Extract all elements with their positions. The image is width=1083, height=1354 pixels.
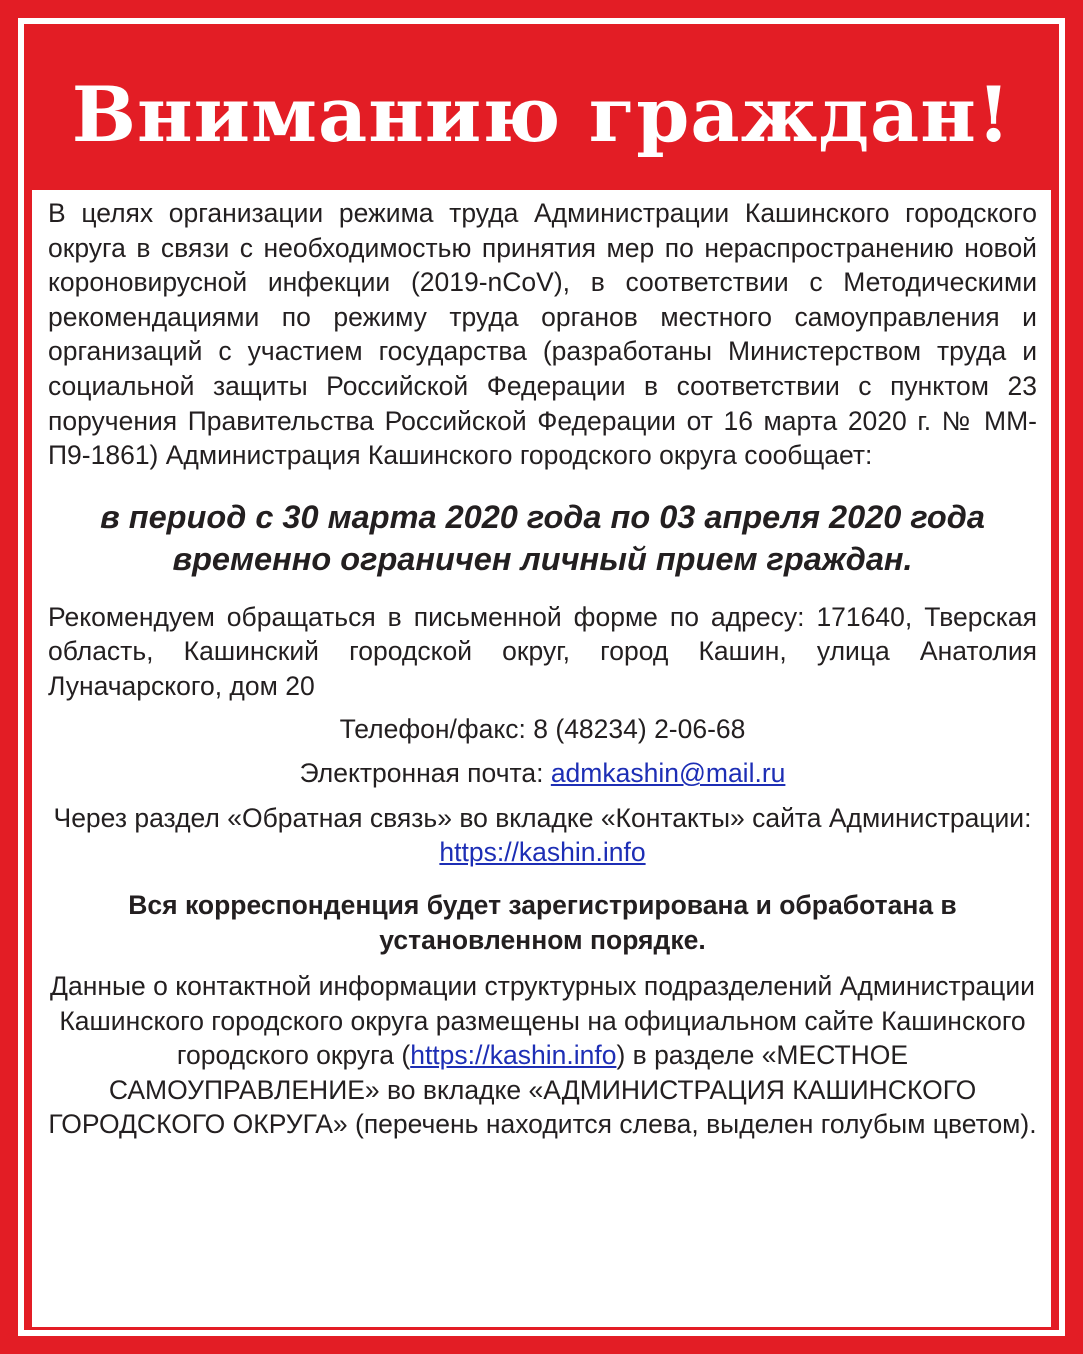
banner-title: Вниманию граждан!: [71, 69, 1012, 159]
notice-body: [32, 190, 1051, 1327]
feedback-text: Через раздел «Обратная связь» во вкладке «Контакты» сайта Администрации:: [53, 802, 1032, 833]
restriction-notice: в период с 30 марта 2020 года по 03 апреля 2020 года временно ограничен личный прием граждан.: [100, 498, 985, 577]
site-link-inline[interactable]: https://kashin.info: [410, 1040, 617, 1071]
address-paragraph: Рекомендуем обращаться в письменной форме по адресу: 171640, Тверская область, Кашинский городской округ, город Кашин, улица Анатолия Луначарского, дом 20: [48, 601, 1037, 701]
feedback-line: [48, 801, 1037, 870]
title-banner: [32, 40, 1051, 188]
email-label: Электронная почта:: [299, 758, 551, 789]
contact-info-paragraph: [48, 969, 1037, 1142]
intro-paragraph: В целях организации режима труда Администрации Кашинского городского округа в связи с необходимостью принятия мер по нераспространению новой короновирусной инфекции (2019-nCoV), в соответствии с Методическими рекомендациями по режиму труда органов местного самоуправления и организаций с участием государства (разработаны Министерством труда и социальной защиты Российской Федерации в соответствии с пунктом 23 поручения Правительства Российской Федерации от 16 марта 2020 г. № ММ-П9-1861) Администрация Кашинского городского округа сообщает:: [48, 198, 1037, 471]
contact-info-text-after: ) в разделе «МЕСТНОЕ САМОУПРАВЛЕНИЕ» во вкладке «АДМИНИСТРАЦИЯ КАШИНСКОГО ГОРОДСКОГО ОКРУГА» (перечень находится слева, выделен голубым цветом).: [48, 1040, 1037, 1140]
phone-fax-line: Телефон/факс: 8 (48234) 2-06-68: [339, 713, 746, 744]
email-link[interactable]: admkashin@mail.ru: [550, 758, 786, 789]
email-line: [48, 756, 1037, 791]
correspondence-statement: Вся корреспонденция будет зарегистрирована и обработана в установленном порядке.: [128, 889, 957, 955]
contact-info-text-before: Данные о контактной информации структурных подразделений Администрации Кашинского городского округа размещены на официальном сайте Кашинского городского округа (: [50, 971, 1035, 1071]
site-link[interactable]: https://kashin.info: [439, 837, 646, 868]
